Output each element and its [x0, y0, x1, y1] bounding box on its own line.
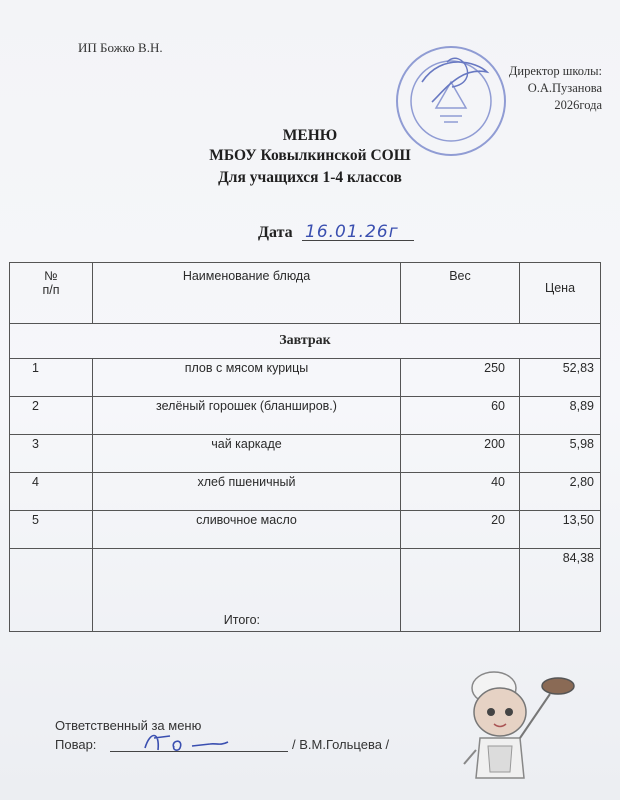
header-num — [10, 263, 93, 324]
row-dish: плов с мясом курицы — [93, 359, 401, 397]
total-price: 84,38 — [520, 549, 601, 632]
school-name: МБОУ Ковылкинской СОШ — [209, 147, 411, 164]
audience-line: Для учащихся 1-4 классов — [218, 169, 402, 186]
table-header-row — [10, 263, 601, 324]
row-dish: чай каркаде — [93, 435, 401, 473]
row-weight: 60 — [401, 397, 520, 435]
total-num-cell — [10, 549, 93, 632]
row-weight: 200 — [401, 435, 520, 473]
table-row — [10, 397, 601, 435]
header-num-text: № п/п — [42, 269, 60, 297]
row-num: 1 — [10, 359, 93, 397]
organization-name: ИП Божко В.Н. — [78, 40, 163, 55]
row-num: 4 — [10, 473, 93, 511]
header-name: Наименование блюда — [93, 263, 401, 324]
approval-year: 2026года — [554, 98, 602, 112]
meal-name: Завтрак — [10, 324, 601, 359]
header-weight: Вес — [401, 263, 520, 324]
meal-row — [10, 324, 601, 359]
approval-title: Директор школы: — [508, 64, 602, 78]
row-price: 2,80 — [520, 473, 601, 511]
total-weight-cell — [401, 549, 520, 632]
row-dish: хлеб пшеничный — [93, 473, 401, 511]
row-num: 5 — [10, 511, 93, 549]
table-row — [10, 511, 601, 549]
approval-name: О.А.Пузанова — [527, 81, 602, 95]
cook-name: / В.М.Гольцева / — [292, 737, 390, 752]
row-price: 5,98 — [520, 435, 601, 473]
date-value: 16.01.26г — [305, 222, 399, 242]
row-weight: 250 — [401, 359, 520, 397]
responsible-label: Ответственный за меню — [55, 718, 202, 733]
row-weight: 20 — [401, 511, 520, 549]
table-row — [10, 359, 601, 397]
row-price: 52,83 — [520, 359, 601, 397]
row-dish: зелёный горошек (бланширов.) — [93, 397, 401, 435]
approval-block — [452, 63, 602, 114]
row-weight: 40 — [401, 473, 520, 511]
total-row — [10, 549, 601, 632]
date-label: Дата — [258, 224, 293, 241]
cook-label: Повар: — [55, 737, 97, 752]
row-num: 2 — [10, 397, 93, 435]
row-num: 3 — [10, 435, 93, 473]
chef-girl-icon — [458, 660, 578, 790]
header-price: Цена — [520, 263, 601, 324]
total-label: Итого: — [93, 549, 401, 632]
row-dish: сливочное масло — [93, 511, 401, 549]
table-row — [10, 435, 601, 473]
cook-signature-icon — [140, 726, 240, 756]
row-price: 13,50 — [520, 511, 601, 549]
menu-title: МЕНЮ — [282, 127, 338, 144]
table-row — [10, 473, 601, 511]
row-price: 8,89 — [520, 397, 601, 435]
menu-table — [9, 262, 601, 632]
